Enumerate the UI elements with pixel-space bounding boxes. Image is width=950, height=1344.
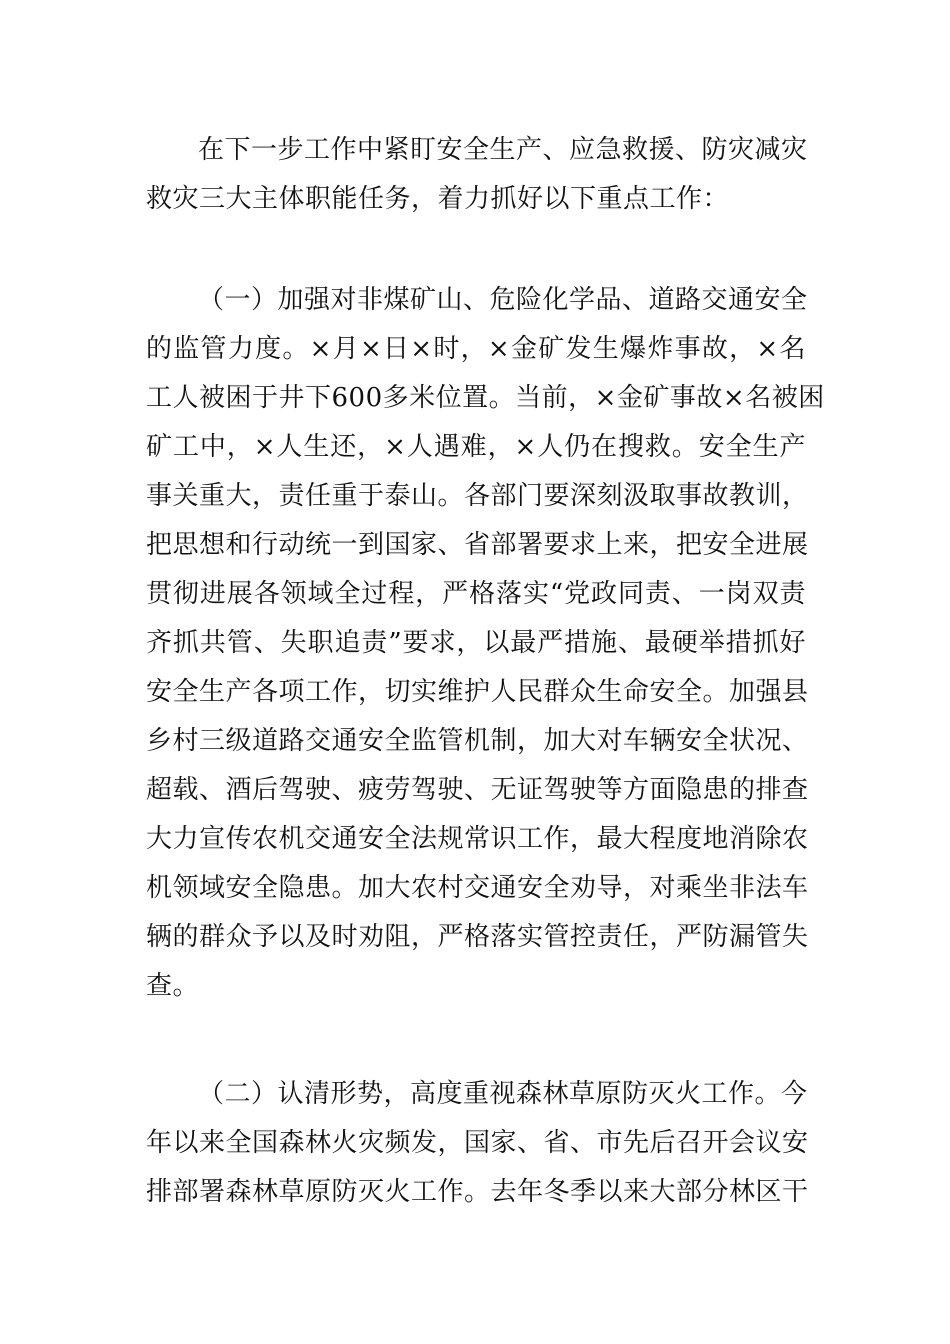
paragraph-line: （二）认清形势，高度重视森林草原防灭火工作。今 <box>198 1079 808 1109</box>
paragraph-line: 工人被困于井下600多米位置。当前，×金矿事故×名被困 <box>146 383 825 413</box>
paragraph-line: 大力宣传农机交通安全法规常识工作，最大程度地消除农 <box>146 824 809 854</box>
paragraph-section-1 <box>146 276 825 1011</box>
paragraph-line: （一）加强对非煤矿山、危险化学品、道路交通安全 <box>198 285 808 315</box>
paragraph-line: 安全生产各项工作，切实维护人民群众生命安全。加强县 <box>146 677 809 707</box>
paragraph-line: 排部署森林草原防灭火工作。去年冬季以来大部分林区干 <box>146 1177 809 1207</box>
paragraph-line: 救灾三大主体职能任务，着力抓好以下重点工作： <box>146 184 730 214</box>
paragraph-line: 在下一步工作中紧盯安全生产、应急救援、防灾减灾 <box>198 135 808 165</box>
paragraph-line: 齐抓共管、失职追责”要求，以最严措施、最硬举措抓好 <box>146 628 806 658</box>
paragraph-line: 的监管力度。×月×日×时，×金矿发生爆炸事故，×名 <box>146 334 806 364</box>
paragraph-line: 年以来全国森林火灾频发，国家、省、市先后召开会议安 <box>146 1128 809 1158</box>
paragraph-line: 贯彻进展各领域全过程，严格落实“党政同责、一岗双责 <box>146 579 806 609</box>
paragraph-line: 矿工中，×人生还，×人遇难，×人仍在搜救。安全生产 <box>146 432 806 462</box>
paragraph-line: 机领域安全隐患。加大农村交通安全劝导，对乘坐非法车 <box>146 873 809 903</box>
paragraph-section-2 <box>146 1070 809 1217</box>
paragraph-line: 查。 <box>146 971 200 1001</box>
paragraph-intro <box>146 126 806 224</box>
paragraph-line: 超载、酒后驾驶、疲劳驾驶、无证驾驶等方面隐患的排查 <box>146 775 809 805</box>
paragraph-line: 乡村三级道路交通安全监管机制，加大对车辆安全状况、 <box>146 726 809 756</box>
paragraph-line: 把思想和行动统一到国家、省部署要求上来，把安全进展 <box>146 530 809 560</box>
paragraph-line: 辆的群众予以及时劝阻，严格落实管控责任，严防漏管失 <box>146 922 809 952</box>
paragraph-line: 事关重大，责任重于泰山。各部门要深刻汲取事故教训， <box>146 481 809 511</box>
